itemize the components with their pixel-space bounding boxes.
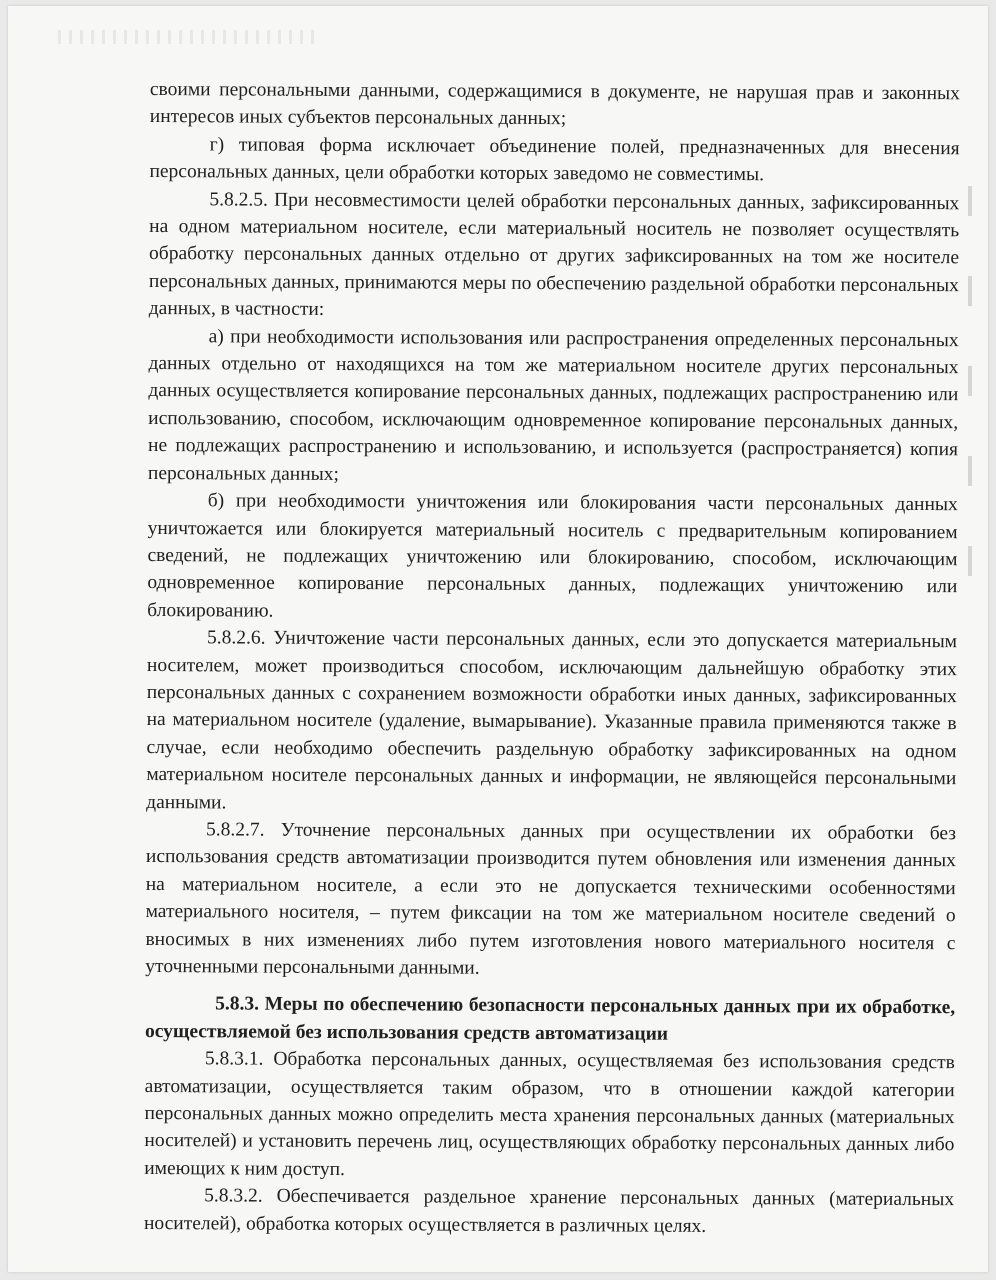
paragraph-5-8-2-7: 5.8.2.7. Уточнение персональных данных при осуществлении их обработки без использования средств автоматизации производится путем обновления или изменения данных на материальном носителе, а если это не допускается техническими особенностями материального носителя, – путем фиксации на том же материальном носителе сведений о вносимых в них изменениях либо путем изготовления нового материального носителя с уточненными персональными данными. (145, 819, 957, 979)
paragraph-item-b: б) при необходимости уничтожения или блокирования части персональных данных уничтожается или блокируется материальный носитель с предварительным копированием сведений, не подлежащих уничтожению или блокированию, способом, исключающим одновременное копирование персональных данных, подлежащих уничтожению или блокированию. (147, 490, 958, 622)
paragraph-5-8-2-5: 5.8.2.5. При несовместимости целей обработки персональных данных, зафиксированных на одном материальном носителе, если материальный носитель не позволяет осуществлять обработку персональных данных отдельно от других зафиксированных на том же носителе персональных данных, принимаются меры по обеспечению раздельной обработки персональных данных, в частности: (148, 188, 960, 321)
paragraph-item-g: г) типовая форма исключает объединение полей, предназначенных для внесения персональных данных, цели обработки которых заведомо не совместимы. (149, 134, 960, 186)
scan-artifact (58, 30, 318, 44)
paragraph-5-8-2-6: 5.8.2.6. Уничтожение части персональных данных, если это допускается материальным носителем, может производиться способом, исключающим дальнейшую обработку этих персональных данных с сохранением возможности обработки иных данных, зафиксированных на материальном носителе (удаление, вымарывание). Указанные правила применяются также в случае, если необходимо обеспечить раздельную обработку зафиксированных на одном материальном носителе персональных данных и информации, не являющейся персональными данными. (146, 627, 958, 813)
document-page (8, 6, 988, 1272)
paragraph-continuation: своими персональными данными, содержащимися в документе, не нарушая прав и законных интересов иных субъектов персональных данных; (149, 78, 960, 130)
paragraph-5-8-3-2: 5.8.3.2. Обеспечивается раздельное хранение персональных данных (материальных носителей), обработка которых осуществляется в различных целях. (143, 1185, 955, 1237)
paragraph-item-a: а) при необходимости использования или распространения определенных персональных данных отдельно от находящихся на том же материальном носителе других персональных данных осуществляется копирование персональных данных, подлежащих распространению или использованию, способом, исключающим одновременное копирование персональных данных, не подлежащих распространению и использованию, и используется (распространяется) копия персональных данных; (147, 325, 959, 485)
document-body (144, 76, 960, 1241)
section-heading-5-8-3: 5.8.3. Меры по обеспечению безопасности персональных данных при их обработке, осуществляемой без использования средств автоматизации (144, 993, 956, 1045)
scan-edge-marks (968, 186, 972, 616)
paragraph-5-8-3-1: 5.8.3.1. Обработка персональных данных, осуществляемая без использования средств автоматизации, осуществляется таким образом, что в отношении каждой категории персональных данных можно определить места хранения персональных данных (материальных носителей) и установить перечень лиц, осуществляющих обработку персональных данных либо имеющих к ним доступ. (144, 1048, 955, 1180)
